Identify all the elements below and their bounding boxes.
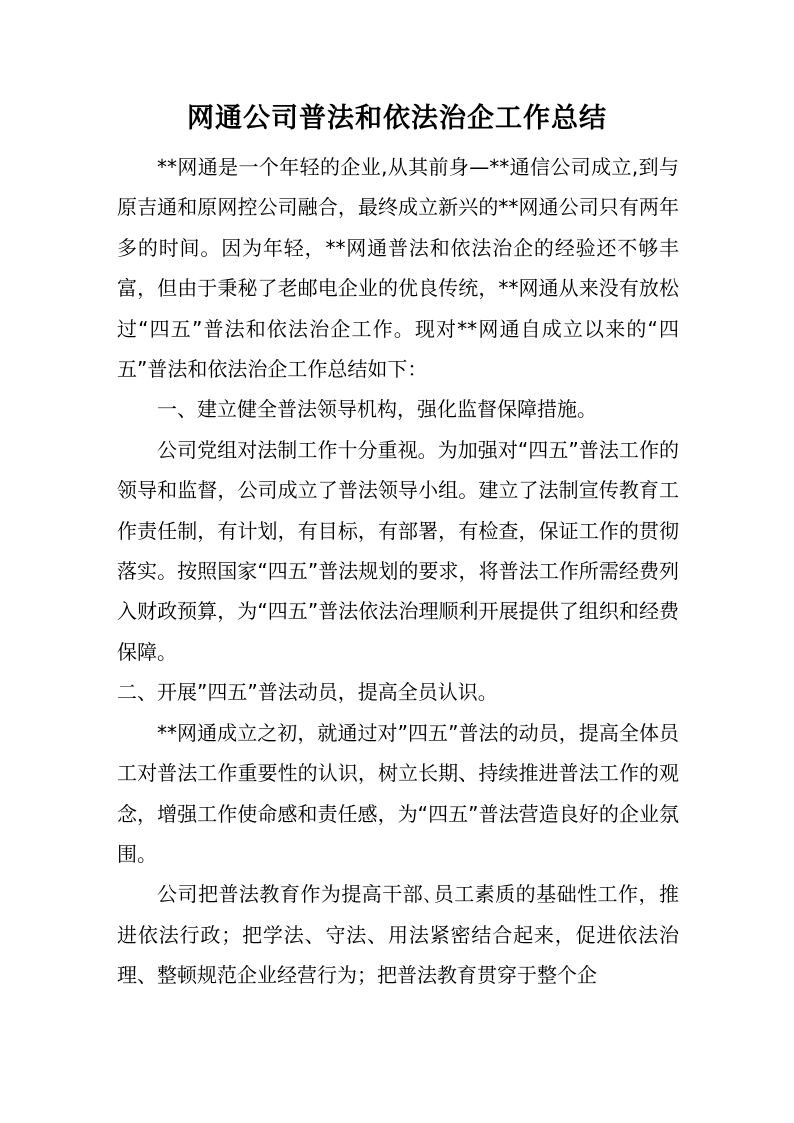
paragraph-section-2: **网通成立之初，就通过对”四五”普法的动员，提高全体员工对普法工作重要性的认识，树立长期、持续推进普法工作的观念，增强工作使命感和责任感，为“四五”普法营造良好的企业氛围。: [117, 720, 679, 866]
paragraph-intro: **网通是一个年轻的企业,从其前身—**通信公司成立,到与原吉通和原网控公司融合，最终成立新兴的**网通公司只有两年多的时间。因为年轻，**网通普法和依法治企的经验还不够丰富，但由于秉秘了老邮电企业的优良传统，**网通从来没有放松过“四五”普法和依法治企工作。现对**网通自成立以来的“四五”普法和依法治企工作总结如下：: [117, 155, 679, 382]
section-heading-1: 一、建立健全普法领导机构，强化监督保障措施。: [157, 397, 597, 422]
paragraph-section-2b: 公司把普法教育作为提高干部､员工素质的基础性工作，推进依法行政；把学法、守法、用法紧密结合起来，促进依法治理、整顿规范企业经营行为；把普法教育贯穿于整个企: [117, 882, 679, 988]
section-heading-2: 二、开展”四五”普法动员，提高全员认识。: [117, 680, 498, 705]
document-title: 网通公司普法和依法治企工作总结: [187, 103, 607, 134]
document-body: [117, 147, 679, 996]
paragraph-section-1: 公司党组对法制工作十分重视。为加强对“四五”普法工作的领导和监督，公司成立了普法领导小组。建立了法制宣传教育工作责任制，有计划，有目标，有部署，有检查，保证工作的贯彻落实。按照国家“四五”普法规划的要求，将普法工作所需经费列入财政预算，为“四五”普法依法治理顺利开展提供了组织和经费保障。: [117, 437, 679, 664]
